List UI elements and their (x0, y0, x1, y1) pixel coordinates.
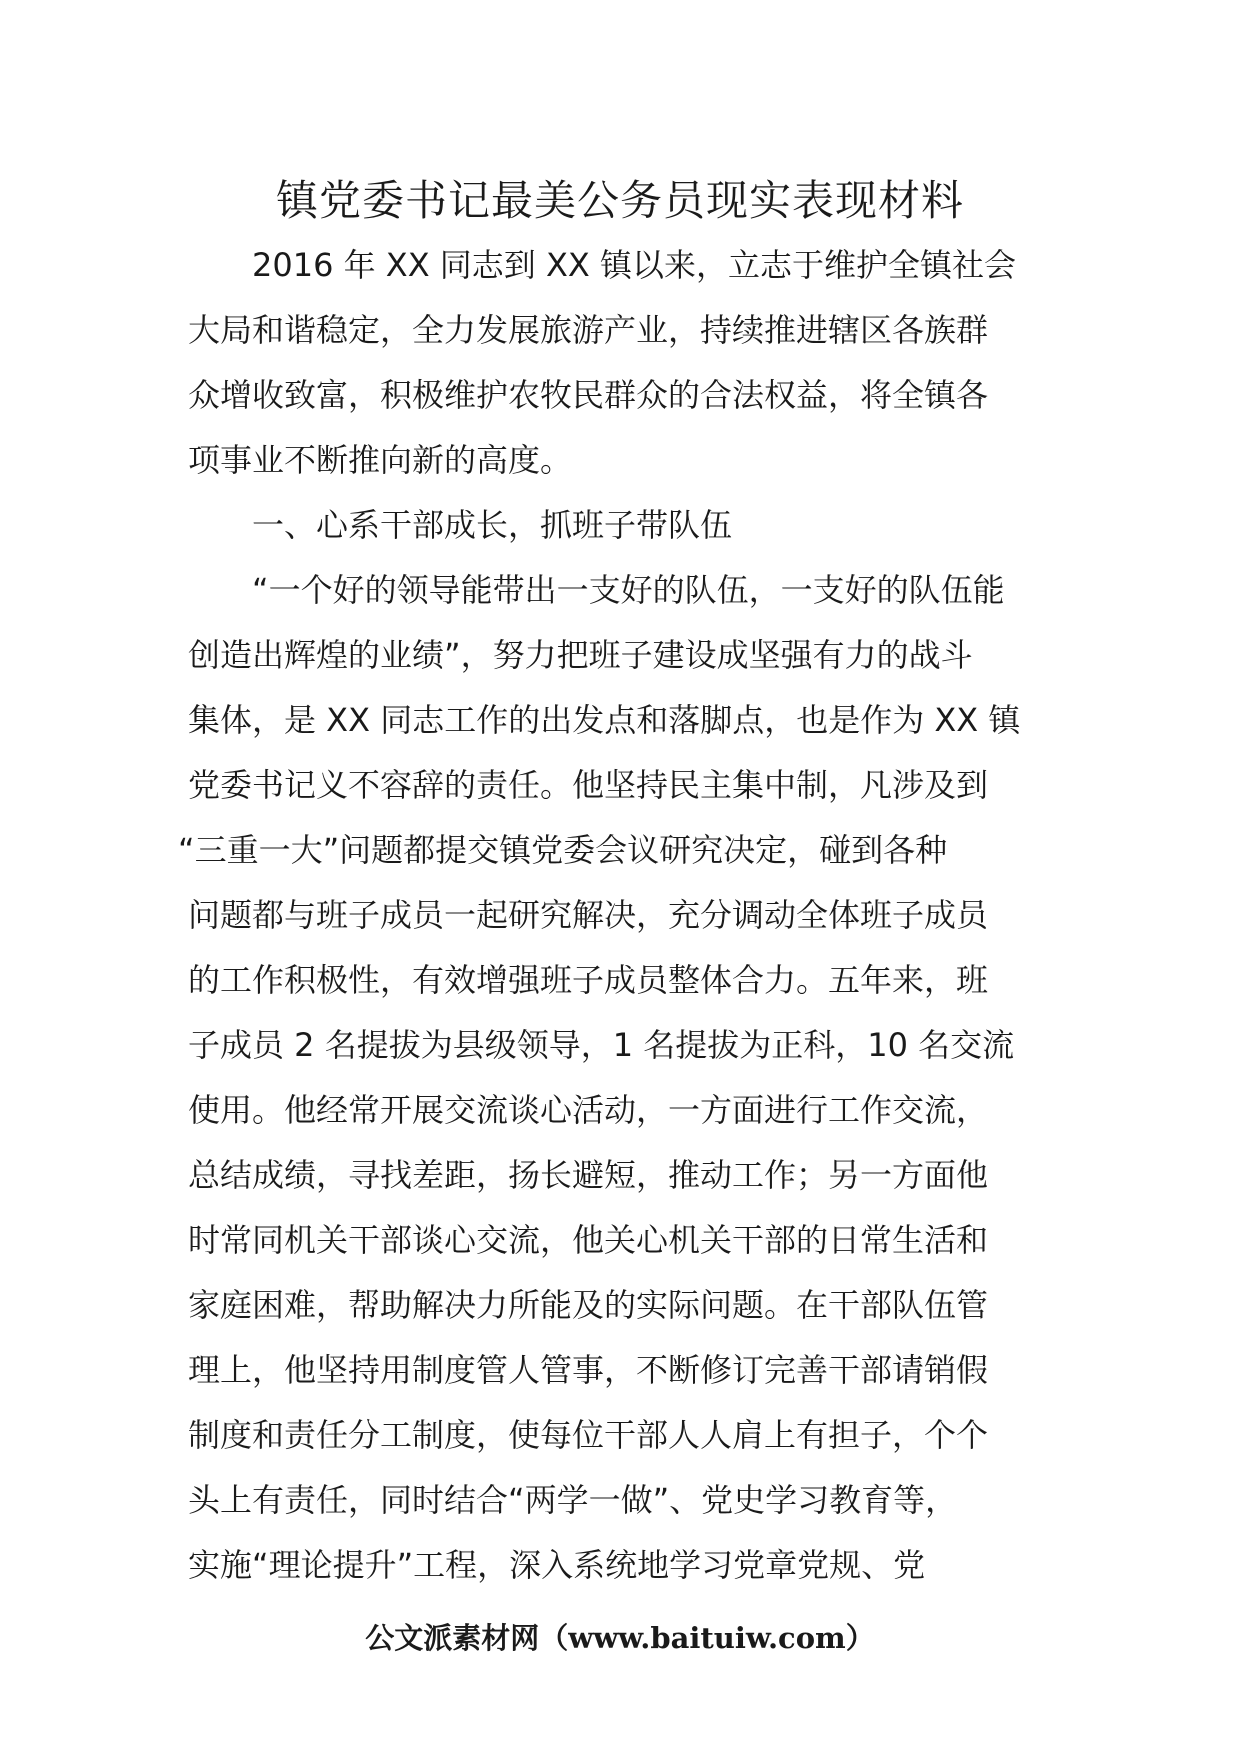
paragraph-line: 众增收致富，积极维护农牧民群众的合法权益，将全镇各 (188, 376, 989, 414)
paragraph-line: 子成员 2 名提拔为县级领导，1 名提拔为正科，10 名交流 (188, 1026, 1015, 1064)
paragraph-line: 总结成绩，寻找差距，扬长避短，推动工作；另一方面他 (188, 1156, 989, 1194)
paragraph-line: 党委书记义不容辞的责任。他坚持民主集中制，凡涉及到 (188, 766, 989, 804)
paragraph-line: 创造出辉煌的业绩”，努力把班子建设成坚强有力的战斗 (188, 636, 973, 674)
paragraph-line: 制度和责任分工制度，使每位干部人人肩上有担子，个个 (188, 1416, 989, 1454)
paragraph-line: 大局和谐稳定，全力发展旅游产业，持续推进辖区各族群 (188, 311, 989, 349)
paragraph-line: 家庭困难，帮助解决力所能及的实际问题。在干部队伍管 (188, 1286, 989, 1324)
paragraph-line: 的工作积极性，有效增强班子成员整体合力。五年来，班 (188, 961, 989, 999)
paragraph-line: 2016 年 XX 同志到 XX 镇以来，立志于维护全镇社会 (252, 246, 1016, 284)
paragraph-line: 问题都与班子成员一起研究解决，充分调动全体班子成员 (188, 896, 989, 934)
paragraph-line: “三重一大”问题都提交镇党委会议研究决定，碰到各种 (178, 831, 948, 869)
paragraph-line: “一个好的领导能带出一支好的队伍，一支好的队伍能 (252, 571, 1005, 609)
paragraph-line: 理上，他坚持用制度管人管事，不断修订完善干部请销假 (188, 1351, 989, 1389)
paragraph-line: 实施“理论提升”工程，深入系统地学习党章党规、党 (188, 1546, 926, 1584)
paragraph-line: 头上有责任，同时结合“两学一做”、党史学习教育等， (188, 1481, 958, 1519)
paragraph-line: 时常同机关干部谈心交流，他关心机关干部的日常生活和 (188, 1221, 989, 1259)
paragraph-line: 集体，是 XX 同志工作的出发点和落脚点，也是作为 XX 镇 (188, 701, 1021, 739)
section-heading: 一、心系干部成长，抓班子带队伍 (252, 506, 733, 544)
paragraph-line: 项事业不断推向新的高度。 (188, 441, 573, 479)
footer-watermark: 公文派素材网（www.baituiw.com） (365, 1621, 875, 1655)
paragraph-line: 使用。他经常开展交流谈心活动，一方面进行工作交流， (188, 1091, 989, 1129)
document-body (178, 233, 1056, 1598)
document-title: 镇党委书记最美公务员现实表现材料 (275, 176, 964, 225)
